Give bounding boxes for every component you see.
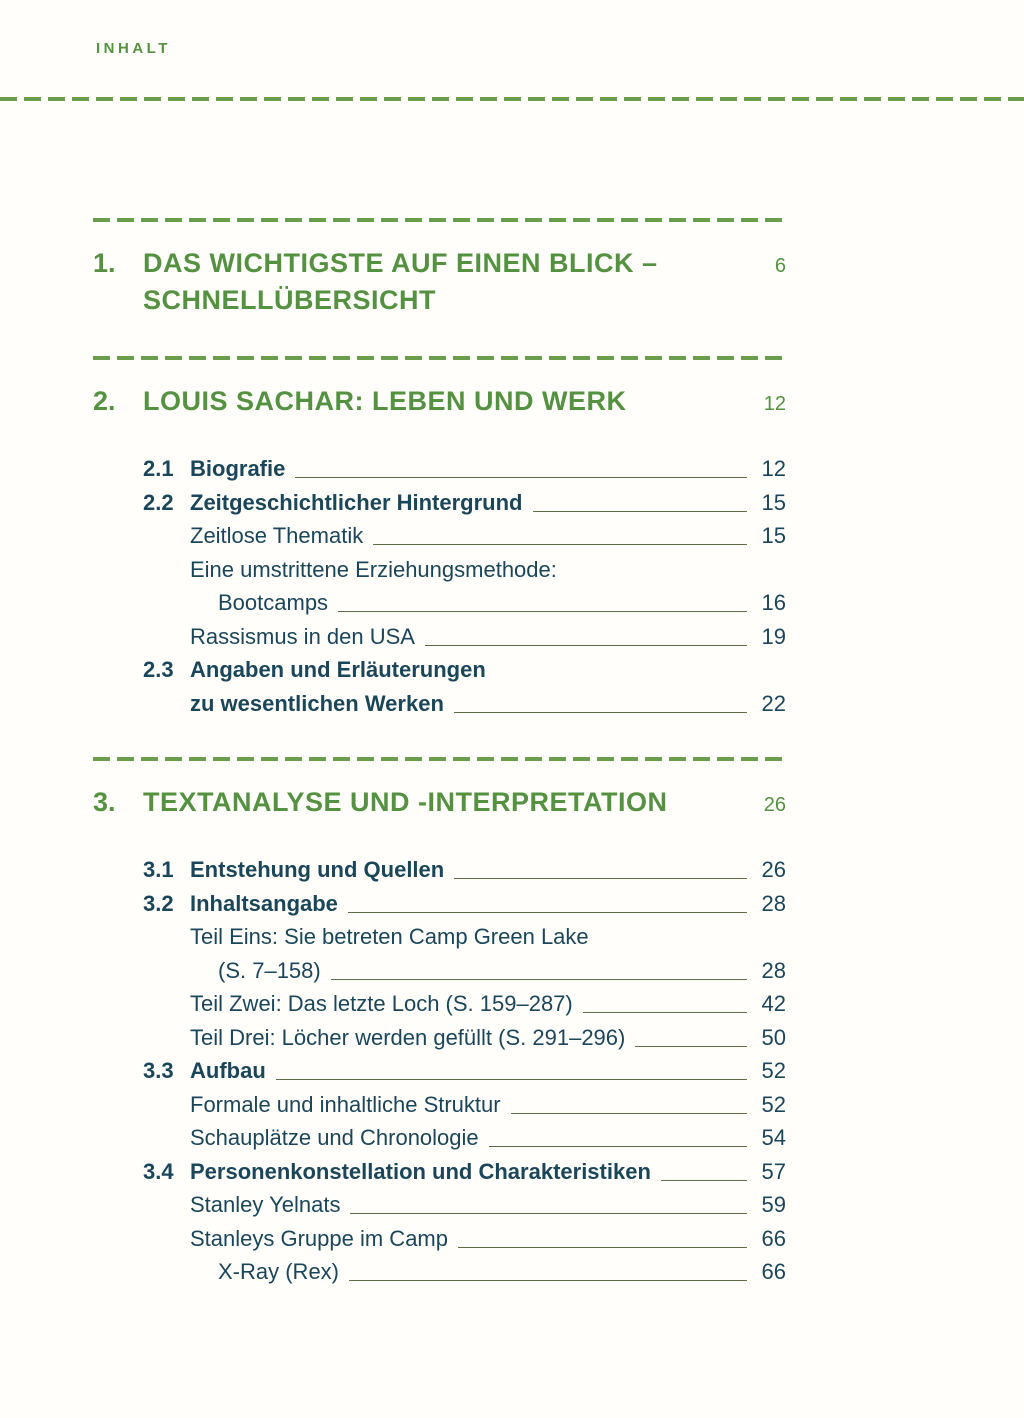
entry-page-number: 42: [761, 991, 786, 1016]
toc-entry: [143, 920, 786, 954]
entry-number: 2.3: [143, 657, 174, 682]
entry-page-number: 22: [761, 690, 786, 716]
entry-label: Biografie: [190, 456, 286, 481]
entry-label: Teil Eins: Sie betreten Camp Green Lake: [190, 924, 589, 949]
toc-section: [93, 757, 786, 1289]
toc-section: [93, 218, 786, 319]
entry-page-number: 15: [761, 523, 786, 548]
entry-page-number: 15: [761, 489, 786, 515]
entry-page-number: 54: [761, 1125, 786, 1150]
toc-entry: [143, 586, 786, 620]
section-title-line: DAS WICHTIGSTE AUF EINEN BLICK –: [143, 248, 658, 278]
entry-number: 2.1: [143, 456, 174, 481]
toc-entries: [143, 452, 786, 720]
entry-page-number: 59: [761, 1192, 786, 1217]
toc-entry: [143, 1188, 786, 1222]
entry-page-number: 52: [761, 1058, 786, 1083]
section-title-line: SCHNELLÜBERSICHT: [143, 285, 437, 315]
entry-label: Entstehung und Quellen: [190, 857, 445, 882]
toc-entry: [143, 452, 786, 486]
leader-line: [454, 853, 747, 879]
toc-entry: [143, 1054, 786, 1088]
toc-entry: [143, 1255, 786, 1289]
page-header-label: INHALT: [96, 40, 171, 57]
entry-label: Zeitgeschichtlicher Hintergrund: [190, 489, 523, 515]
entry-label: X-Ray (Rex): [218, 1259, 340, 1284]
toc-entry: [143, 1021, 786, 1055]
toc-entry: [143, 1155, 786, 1189]
entry-label: Stanleys Gruppe im Camp: [190, 1225, 448, 1251]
leader-line: [295, 452, 747, 478]
toc-entry: [143, 486, 786, 520]
leader-line: [276, 1054, 747, 1080]
leader-line: [425, 620, 747, 646]
entry-number: 2.2: [143, 489, 174, 515]
leader-line: [348, 887, 747, 913]
entry-page-number: 19: [761, 623, 786, 649]
entry-number: 3.1: [143, 857, 174, 882]
section-title: [143, 383, 746, 420]
toc-entry: [143, 553, 786, 587]
section-heading: [93, 784, 786, 824]
entry-label: Zeitlose Thematik: [190, 523, 364, 548]
entry-label: Angaben und Erläuterungen: [190, 657, 486, 682]
section-title: [143, 784, 746, 821]
toc-column: [93, 218, 786, 1289]
dashed-divider: [93, 218, 786, 222]
section-number: 2.: [93, 386, 116, 416]
entry-page-number: 52: [761, 1091, 786, 1117]
leader-line: [458, 1222, 747, 1248]
entry-label: (S. 7–158): [218, 957, 321, 983]
toc-entry: [143, 653, 786, 687]
leader-line: [533, 486, 748, 512]
entry-page-number: 66: [761, 1225, 786, 1251]
toc-entry: [143, 620, 786, 654]
leader-line: [338, 586, 747, 612]
section-heading: [93, 245, 786, 319]
section-page-number: 6: [774, 255, 786, 277]
entry-label: Stanley Yelnats: [190, 1192, 341, 1217]
dashed-divider: [93, 356, 786, 360]
section-title-line: LOUIS SACHAR: LEBEN UND WERK: [143, 386, 627, 416]
toc-entry: [143, 687, 786, 721]
entry-label: Bootcamps: [218, 590, 329, 615]
section-page-number: 12: [763, 393, 786, 415]
entry-label: Teil Drei: Löcher werden gefüllt (S. 291–296): [190, 1024, 626, 1050]
entry-label: Schauplätze und Chronologie: [190, 1125, 479, 1150]
toc-entry: [143, 987, 786, 1021]
entry-label: Formale und inhaltliche Struktur: [190, 1091, 501, 1117]
section-heading: [93, 383, 786, 423]
entry-number: 3.2: [143, 890, 174, 916]
dashed-divider-top: [0, 97, 1024, 101]
entry-page-number: 28: [761, 957, 786, 983]
entry-label: Eine umstrittene Erziehungsmethode:: [190, 556, 557, 582]
leader-line: [454, 687, 747, 713]
leader-line: [635, 1021, 747, 1047]
toc-entry: [143, 853, 786, 887]
entry-number: 3.4: [143, 1158, 174, 1184]
entry-page-number: 28: [761, 890, 786, 916]
toc-entry: [143, 954, 786, 988]
entry-label: Aufbau: [190, 1058, 266, 1083]
entry-label: Personenkonstellation und Charakteristiken: [190, 1158, 651, 1184]
entry-page-number: 26: [761, 857, 786, 882]
section-title: [143, 245, 746, 319]
section-number: 3.: [93, 787, 116, 817]
entry-page-number: 16: [761, 590, 786, 615]
entry-label: Inhaltsangabe: [190, 890, 338, 916]
toc-entries: [143, 853, 786, 1289]
section-number: 1.: [93, 248, 116, 278]
toc-entry: [143, 1121, 786, 1155]
leader-line: [350, 1188, 747, 1214]
dashed-divider: [93, 757, 786, 761]
section-page-number: 26: [763, 794, 786, 816]
leader-line: [511, 1088, 747, 1114]
leader-line: [661, 1155, 747, 1181]
leader-line: [583, 987, 747, 1013]
entry-number: 3.3: [143, 1058, 174, 1083]
leader-line: [489, 1121, 747, 1147]
toc-section: [93, 356, 786, 720]
toc-entry: [143, 887, 786, 921]
toc-entry: [143, 1222, 786, 1256]
entry-page-number: 50: [761, 1024, 786, 1050]
entry-label: Rassismus in den USA: [190, 623, 415, 649]
leader-line: [349, 1255, 747, 1281]
entry-label: zu wesentlichen Werken: [190, 690, 444, 716]
entry-page-number: 57: [761, 1158, 786, 1184]
leader-line: [331, 954, 747, 980]
section-title-line: TEXTANALYSE UND -INTERPRETATION: [143, 787, 668, 817]
entry-page-number: 12: [761, 456, 786, 481]
entry-page-number: 66: [761, 1259, 786, 1284]
entry-label: Teil Zwei: Das letzte Loch (S. 159–287): [190, 991, 573, 1016]
toc-entry: [143, 1088, 786, 1122]
leader-line: [373, 519, 747, 545]
toc-entry: [143, 519, 786, 553]
